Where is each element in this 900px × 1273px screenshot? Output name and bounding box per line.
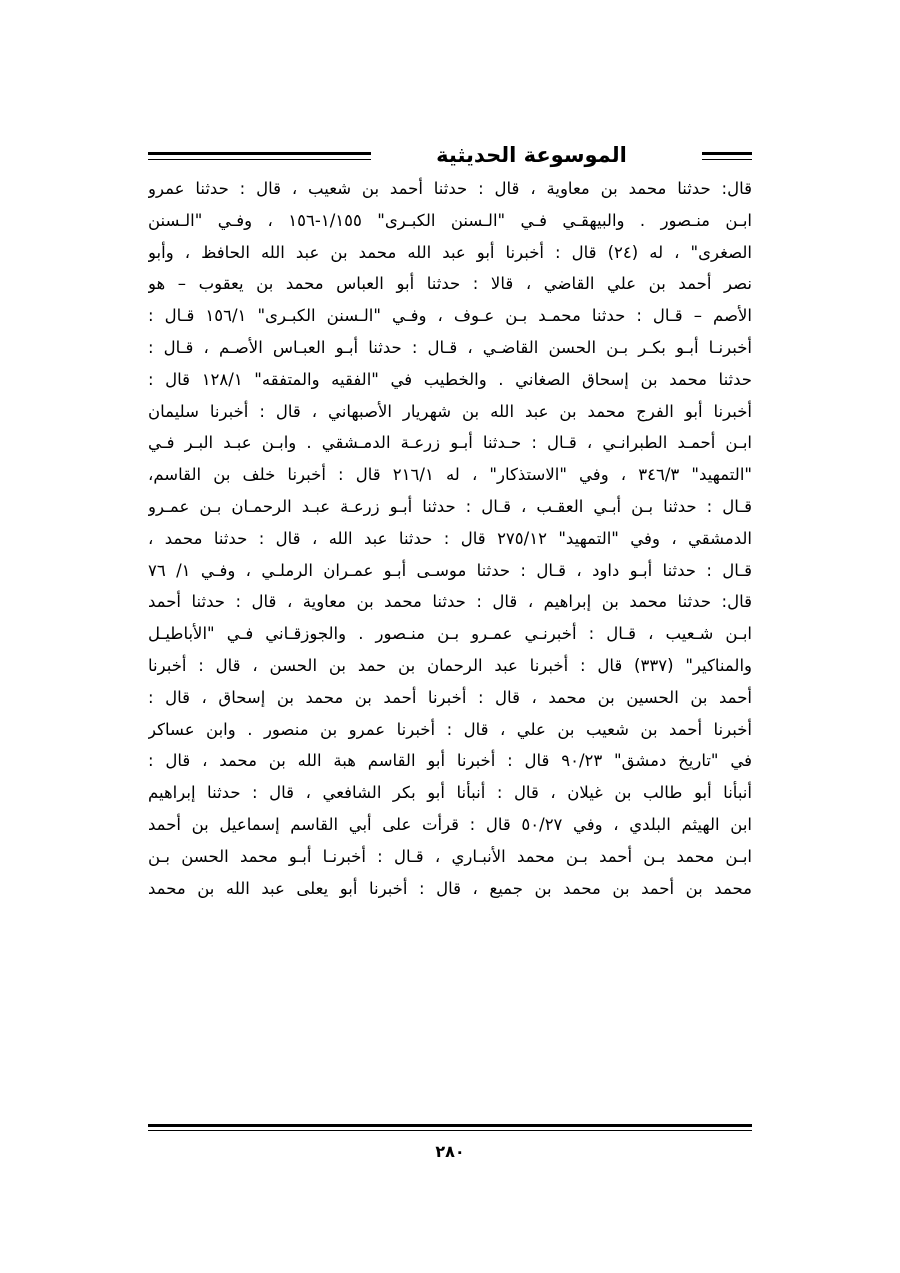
text-line: قـال : حدثنا أبـو داود ، قـال : حدثنا موسـى أبـو عمـران الرملـي ، وفـي ١/ ٧٦ xyxy=(148,560,752,580)
text-line: ابـن أحمـد الطبرانـي ، قـال : حـدثنا أبـو زرعـة الدمـشقي . وابـن عبـد البـر فـي xyxy=(148,433,752,453)
footer-rule xyxy=(148,1124,752,1131)
text-line: ابـن محمد بـن أحمد بـن محمد الأنبـاري ، قـال : أخبرنـا أبـو محمد الحسن بـن xyxy=(148,846,752,866)
text-line: في "تاريخ دمشق" ٩٠/٢٣ قال : أخبرنا أبو القاسم هبة الله بن محمد ، قال : xyxy=(148,751,752,771)
text-line: نصر أحمد بن علي القاضي ، قالا : حدثنا أبو العباس محمد بن يعقوب – هو xyxy=(148,274,752,294)
text-line: محمد بن أحمد بن محمد بن جميع ، قال : أخبرنا أبو يعلى عبد الله بن محمد xyxy=(148,878,752,898)
text-line: "التمهيد" ٣٤٦/٣ ، وفي "الاستذكار" ، له ٢١٦/١ قال : أخبرنا خلف بن القاسم، xyxy=(148,465,752,485)
text-line: قال: حدثنا محمد بن إبراهيم ، قال : حدثنا محمد بن معاوية ، قال : حدثنا أحمد xyxy=(148,592,752,612)
text-line: أنبأنا أبو طالب بن غيلان ، قال : أنبأنا أبو بكر الشافعي ، قال : حدثنا إبراهيم xyxy=(148,783,752,803)
text-line: والمناكير" (٣٣٧) قال : أخبرنا عبد الرحمان بن حمد بن الحسن ، قال : أخبرنا xyxy=(148,655,752,675)
text-line: الصغرى" ، له (٢٤) قال : أخبرنا أبو عبد الله محمد بن عبد الله الحافظ ، وأبو xyxy=(148,242,752,262)
text-line: قـال : حدثنا بـن أبـي العقـب ، قـال : حدثنا أبـو زرعـة عبـد الرحمـان بـن عمـرو xyxy=(148,496,752,516)
text-line: قال: حدثنا محمد بن معاوية ، قال : حدثنا أحمد بن شعيب ، قال : حدثنا عمرو xyxy=(148,179,752,198)
text-line: ابـن منـصور . والبيهقـي فـي "الـسنن الكبـرى" ١/١٥٥-١٥٦ ، وفـي "الـسنن xyxy=(148,210,752,230)
text-line: ابـن شـعيب ، قـال : أخبرنـي عمـرو بـن منـصور . والجوزقـاني فـي "الأباطيـل xyxy=(148,624,752,644)
text-line: حدثنا محمد بن إسحاق الصغاني . والخطيب في "الفقيه والمتفقه" ١٢٨/١ قال : xyxy=(148,369,752,389)
text-line: أخبرنا أبو الفرج محمد بن عبد الله بن شهريار الأصبهاني ، قال : أخبرنا سليمان xyxy=(148,401,752,421)
body-text xyxy=(148,173,752,904)
header-rule-left xyxy=(148,152,371,160)
text-line: ابن الهيثم البلدي ، وفي ٥٠/٢٧ قال : قرأت على أبي القاسم إسماعيل بن أحمد xyxy=(148,814,752,834)
text-line: الأصم – قـال : حدثنا محمـد بـن عـوف ، وفـي "الـسنن الكبـرى" ١٥٦/١ قـال : xyxy=(148,306,752,326)
page-number: ٢٨٠ xyxy=(435,1142,465,1161)
page-header xyxy=(148,138,752,174)
text-line: أخبرنـا أبـو بكـر بـن الحسن القاضـي ، قـال : حدثنا أبـو العبـاس الأصـم ، قـال : xyxy=(148,337,752,357)
text-line: أحمد بن الحسين بن محمد ، قال : أخبرنا أحمد بن محمد بن إسحاق ، قال : xyxy=(148,687,752,707)
page-title: الموسوعة الحديثية xyxy=(436,143,627,167)
text-line: أخبرنا أحمد بن شعيب بن علي ، قال : أخبرنا عمرو بن منصور . وابن عساكر xyxy=(148,719,752,739)
text-line: الدمشقي ، وفي "التمهيد" ٢٧٥/١٢ قال : حدثنا عبد الله ، قال : حدثنا محمد ، xyxy=(148,528,752,548)
header-rule-right xyxy=(702,152,752,160)
